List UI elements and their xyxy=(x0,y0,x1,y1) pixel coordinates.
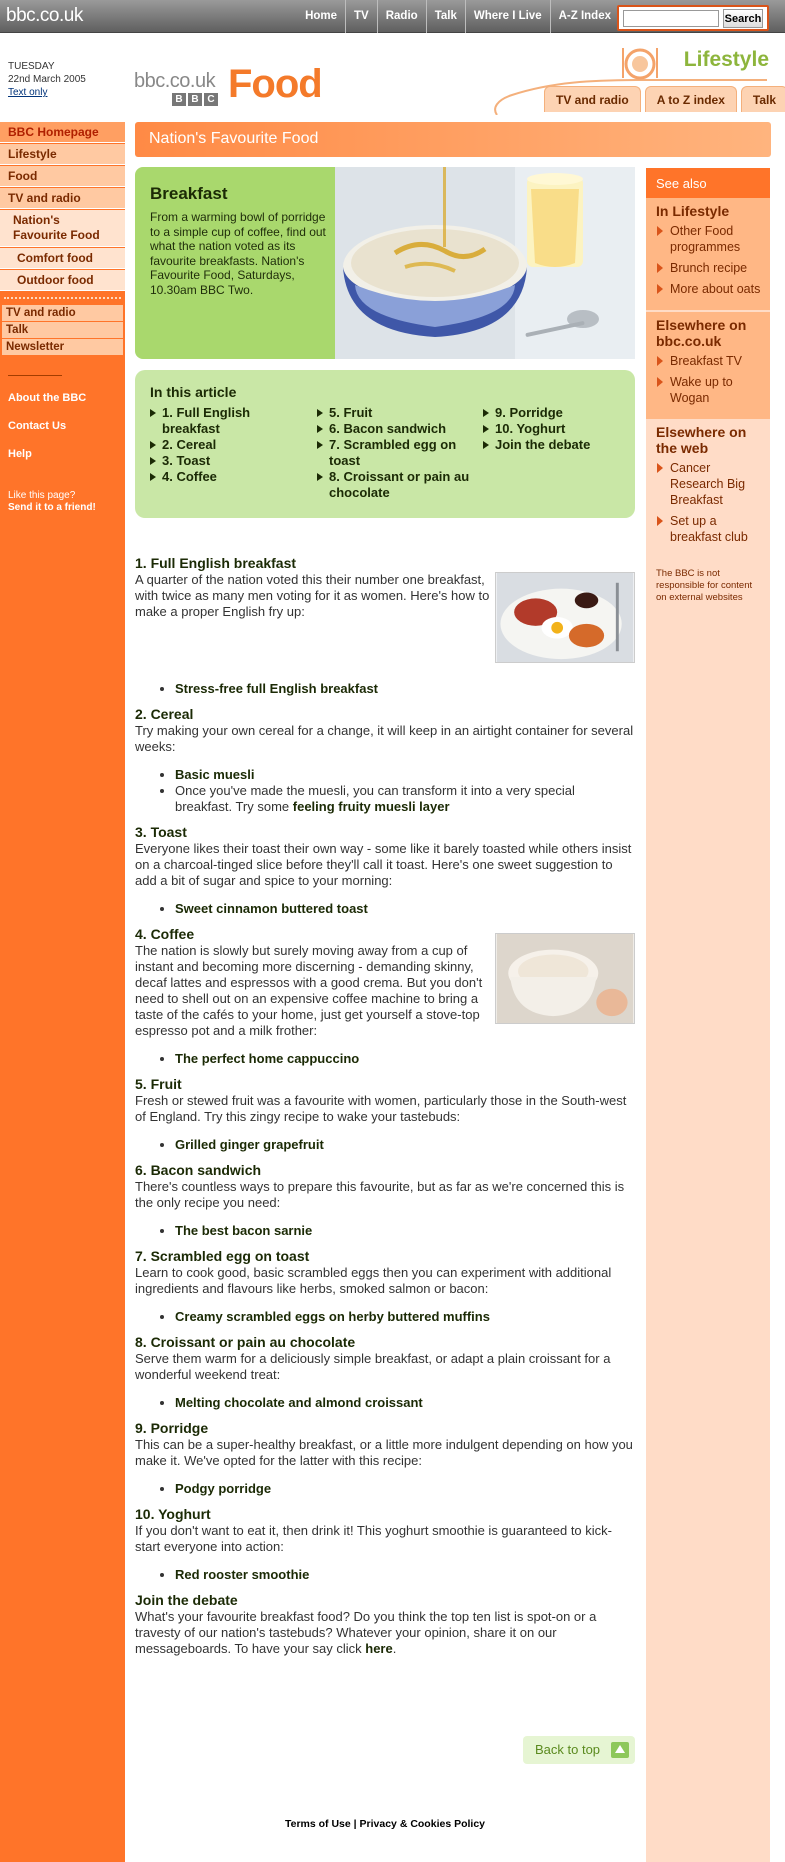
date-block xyxy=(8,60,86,99)
sidebar-item-tv-and-radio[interactable]: TV and radio xyxy=(0,188,125,209)
toc-link-label: 10. Yoghurt xyxy=(495,421,566,436)
link-brunch-recipe[interactable] xyxy=(656,260,762,276)
recipe-link[interactable]: Podgy porridge xyxy=(175,1481,272,1496)
in-this-article-box xyxy=(135,370,635,518)
toc-link-porridge[interactable] xyxy=(483,405,623,421)
section-text: Everyone likes their toast their own way - some like it barely toasted while others insist on a charcoal-tinged slice before they'll call it toast. Here's one sweet suggestion to add a bit of sugar and spice to your morning: xyxy=(135,841,632,888)
list-item[interactable] xyxy=(175,1309,635,1325)
section-scrambled-egg xyxy=(135,1248,635,1325)
recipe-link[interactable]: feeling fruity muesli layer xyxy=(292,799,450,814)
bbc-box-c: C xyxy=(204,93,218,106)
nav-a-z-index[interactable]: A-Z Index xyxy=(550,0,619,33)
arrow-right-icon xyxy=(483,409,489,417)
link-other-food-programmes[interactable] xyxy=(656,223,762,255)
bbc-food-logo[interactable] xyxy=(134,62,334,111)
toc-column-2 xyxy=(317,405,477,501)
toc-link-bacon-sandwich[interactable] xyxy=(317,421,477,437)
arrow-right-icon xyxy=(657,226,663,236)
toc-link-label: 6. Bacon sandwich xyxy=(329,421,447,436)
global-nav xyxy=(297,0,619,33)
nav-home[interactable]: Home xyxy=(305,10,338,22)
link-label: More about oats xyxy=(670,282,761,296)
section-text: The nation is slowly but surely moving away from a cup of instant and becoming more discerning - demanding skinny, decaf lattes and espressos with a good crema. But you don't need to shell out on an expensive coffee machine to bring a taste of the cafés to your home, just get yourself a stove-top espresso pot and a milk frother: xyxy=(135,943,483,1038)
recipe-list xyxy=(175,1223,635,1239)
arrow-right-icon xyxy=(150,409,156,417)
recipe-link[interactable]: The perfect home cappuccino xyxy=(175,1051,360,1066)
toc-link-join-debate[interactable] xyxy=(483,437,623,453)
toc-link-full-english[interactable] xyxy=(150,405,310,437)
date-full: 22nd March 2005 xyxy=(8,74,86,85)
hero-title: Breakfast xyxy=(150,184,228,203)
section-text: This can be a super-healthy breakfast, or a little more indulgent depending on how you make it. We've opted for the latter with this recipe: xyxy=(135,1437,633,1468)
brand-small: bbc.co.uk xyxy=(134,70,216,92)
help-link[interactable]: Help xyxy=(8,448,32,460)
full-english-image xyxy=(495,572,635,663)
search-input[interactable] xyxy=(623,10,719,27)
section-full-english xyxy=(135,555,635,697)
toc-link-label: 3. Toast xyxy=(162,453,211,468)
nav-radio[interactable]: Radio xyxy=(377,0,426,33)
arrow-right-icon xyxy=(657,284,663,294)
arrow-right-icon xyxy=(657,356,663,366)
recipe-list xyxy=(175,901,635,917)
nav-talk[interactable]: Talk xyxy=(426,0,465,33)
text-only-link[interactable]: Text only xyxy=(8,87,48,98)
elsewhere-web-title: Elsewhere on the web xyxy=(656,424,747,456)
list-item[interactable] xyxy=(175,1137,635,1153)
sidebar-item-comfort-food[interactable]: Comfort food xyxy=(0,248,125,269)
muesli-tip-text: Once you've made the muesli, you can transform it into a very special breakfast. Try some xyxy=(175,783,575,814)
sentence-end: . xyxy=(392,1641,397,1656)
section-text-wrapper xyxy=(135,1609,635,1657)
terms-of-use-link[interactable]: Terms of Use xyxy=(284,1818,351,1830)
messageboard-link[interactable]: here xyxy=(365,1641,393,1656)
send-to-friend-link[interactable]: Send it to a friend! xyxy=(8,502,96,513)
section-title: 1. Full English breakfast xyxy=(135,555,297,571)
list-item[interactable] xyxy=(175,1051,635,1067)
toc-link-toast[interactable] xyxy=(150,453,310,469)
toc-link-yoghurt[interactable] xyxy=(483,421,623,437)
section-text: There's countless ways to prepare this favourite, but as far as we're concerned this is the only recipe you need: xyxy=(135,1179,625,1210)
list-item[interactable] xyxy=(175,901,635,917)
bbc-box-b2: B xyxy=(188,93,202,106)
section-title: 2. Cereal xyxy=(135,706,194,722)
recipe-link[interactable]: Stress-free full English breakfast xyxy=(175,681,379,696)
coffee-cup-image xyxy=(495,933,635,1024)
recipe-list xyxy=(175,1567,635,1583)
recipe-link[interactable]: Red rooster smoothie xyxy=(175,1567,310,1582)
list-item[interactable] xyxy=(175,1481,635,1497)
arrow-right-icon xyxy=(317,473,323,481)
sidebar-rule xyxy=(8,375,62,376)
section-text: Serve them warm for a deliciously simple breakfast, or adapt a plain croissant for a wonderful weekend treat: xyxy=(135,1351,611,1382)
section-coffee xyxy=(135,926,635,1067)
toc-link-label: 8. Croissant or pain au chocolate xyxy=(329,469,470,500)
brand-food: Food xyxy=(228,62,322,106)
section-text: A quarter of the nation voted this their number one breakfast, with twice as many men voting for it as women. Here's how to make a proper English fry up: xyxy=(135,572,490,619)
toc-link-cereal[interactable] xyxy=(150,437,310,453)
plate-cutlery-icon xyxy=(620,44,660,84)
link-breakfast-tv[interactable] xyxy=(656,353,762,369)
arrow-right-icon xyxy=(657,516,663,526)
section-yoghurt xyxy=(135,1506,635,1583)
sidebar-item-outdoor-food[interactable]: Outdoor food xyxy=(0,270,125,291)
toc-title: In this article xyxy=(150,384,237,400)
link-label: Wake up to Wogan xyxy=(670,375,733,405)
recipe-list xyxy=(175,681,635,697)
recipe-list xyxy=(175,1051,635,1067)
recipe-link[interactable]: Creamy scrambled eggs on herby buttered muffins xyxy=(175,1309,490,1324)
toc-link-fruit[interactable] xyxy=(317,405,477,421)
elsewhere-bbc-title: Elsewhere on bbc.co.uk xyxy=(656,317,747,349)
sidebar-item-newsletter[interactable]: Newsletter xyxy=(2,339,123,355)
section-bacon-sandwich xyxy=(135,1162,635,1239)
section-title: 10. Yoghurt xyxy=(135,1506,211,1522)
tab-a-to-z-index[interactable]: A to Z index xyxy=(645,86,737,112)
list-item[interactable] xyxy=(175,1223,635,1239)
top-bar xyxy=(0,0,785,33)
link-cancer-research[interactable] xyxy=(656,460,762,508)
sidebar-item-bbc-homepage[interactable]: BBC Homepage xyxy=(0,122,125,143)
section-title: Join the debate xyxy=(135,1592,238,1608)
recipe-list xyxy=(175,1137,635,1153)
sidebar-item-food[interactable]: Food xyxy=(0,166,125,187)
back-to-top-button[interactable] xyxy=(523,1736,635,1764)
recipe-link[interactable]: Basic muesli xyxy=(175,767,255,782)
list-item[interactable] xyxy=(175,681,635,697)
recipe-list xyxy=(175,1481,635,1497)
sidebar-item-nations-favourite-food[interactable]: Nation's Favourite Food xyxy=(0,210,125,247)
recipe-link[interactable]: Sweet cinnamon buttered toast xyxy=(175,901,368,916)
page-title: Nation's Favourite Food xyxy=(135,122,771,157)
sidebar-item-tv-and-radio-2[interactable]: TV and radio xyxy=(2,305,123,321)
link-breakfast-club[interactable] xyxy=(656,513,762,545)
arrow-right-icon xyxy=(150,441,156,449)
section-title: 8. Croissant or pain au chocolate xyxy=(135,1334,356,1350)
section-text: Fresh or stewed fruit was a favourite with women, particularly those in the South-west of England. Try this zingy recipe to wake your tastebuds: xyxy=(135,1093,627,1124)
in-lifestyle-title: In Lifestyle xyxy=(656,203,730,219)
lifestyle-tabs xyxy=(544,86,785,112)
arrow-right-icon xyxy=(317,409,323,417)
search-button[interactable]: Search xyxy=(723,9,763,28)
link-label: Breakfast TV xyxy=(670,354,743,368)
arrow-right-icon xyxy=(657,263,663,273)
section-title: 3. Toast xyxy=(135,824,187,840)
arrow-right-icon xyxy=(150,473,156,481)
arrow-right-icon xyxy=(483,441,489,449)
article-body xyxy=(135,555,635,1657)
recipe-list xyxy=(175,1395,635,1411)
toc-link-label: 4. Coffee xyxy=(162,469,217,484)
footer xyxy=(135,1818,635,1830)
section-cereal xyxy=(135,706,635,815)
section-title: 4. Coffee xyxy=(135,926,195,942)
sidebar-divider xyxy=(4,297,121,299)
arrow-right-icon xyxy=(317,441,323,449)
elsewhere-bbc-section xyxy=(646,310,770,419)
bbc-boxes xyxy=(172,93,218,106)
toc-link-croissant[interactable] xyxy=(317,469,477,501)
privacy-link[interactable]: Privacy & Cookies Policy xyxy=(359,1818,486,1830)
arrow-right-icon xyxy=(657,463,663,473)
arrow-up-icon xyxy=(611,1742,629,1758)
tab-talk[interactable]: Talk xyxy=(741,86,785,112)
section-fruit xyxy=(135,1076,635,1153)
recipe-link[interactable]: Melting chocolate and almond croissant xyxy=(175,1395,423,1410)
link-wake-up-to-wogan[interactable] xyxy=(656,374,762,406)
section-title: 9. Porridge xyxy=(135,1420,209,1436)
section-text: What's your favourite breakfast food? Do you think the top ten list is spot-on or a travesty of our nation's tastebuds? Whatever your opinion, share it on our messageboards. To have your say click xyxy=(135,1609,597,1656)
like-this-page: Like this page? xyxy=(8,490,76,501)
link-label: Set up a breakfast club xyxy=(670,514,748,544)
section-text: Try making your own cereal for a change, it will keep in an airtight container for several weeks: xyxy=(135,723,634,754)
contact-us-link[interactable]: Contact Us xyxy=(8,420,67,432)
arrow-right-icon xyxy=(317,425,323,433)
right-sidebar xyxy=(646,168,770,1862)
list-item[interactable] xyxy=(175,1395,635,1411)
toc-link-label: 5. Fruit xyxy=(329,405,373,420)
send-to-friend[interactable] xyxy=(0,490,125,514)
section-join-debate xyxy=(135,1592,635,1657)
list-item[interactable] xyxy=(175,767,635,783)
in-lifestyle-section xyxy=(646,198,770,310)
toc-column-3 xyxy=(483,405,623,453)
link-label: Brunch recipe xyxy=(670,261,748,275)
recipe-list xyxy=(175,767,635,815)
toc-link-scrambled-egg[interactable] xyxy=(317,437,477,469)
section-title: 5. Fruit xyxy=(135,1076,182,1092)
bbc-box-b1: B xyxy=(172,93,186,106)
about-the-bbc-link[interactable]: About the BBC xyxy=(8,392,87,404)
link-label: Cancer Research Big Breakfast xyxy=(670,461,746,507)
sidebar-item-talk[interactable]: Talk xyxy=(2,322,123,338)
section-title: 7. Scrambled egg on toast xyxy=(135,1248,310,1264)
lifestyle-title[interactable]: Lifestyle xyxy=(683,48,769,71)
left-sidebar xyxy=(0,122,125,1862)
link-more-about-oats[interactable] xyxy=(656,281,762,297)
list-item xyxy=(175,783,635,815)
section-title: 6. Bacon sandwich xyxy=(135,1162,262,1178)
arrow-right-icon xyxy=(150,457,156,465)
hero-panel xyxy=(135,167,635,359)
nav-where-i-live[interactable]: Where I Live xyxy=(465,0,550,33)
section-toast xyxy=(135,824,635,917)
see-also-header: See also xyxy=(646,168,770,198)
nav-tv[interactable]: TV xyxy=(345,0,377,33)
back-to-top-label: Back to top xyxy=(535,1742,601,1757)
footer-separator: | xyxy=(353,1818,357,1830)
external-disclaimer: The BBC is not responsible for content on external websites xyxy=(656,568,753,603)
toc-link-label: 7. Scrambled egg on toast xyxy=(329,437,457,468)
toc-link-label: 1. Full English breakfast xyxy=(162,405,251,436)
arrow-right-icon xyxy=(657,377,663,387)
section-text: Learn to cook good, basic scrambled eggs then you can experiment with additional ingredients and flavours like herbs, smoked salmon or bacon: xyxy=(135,1265,612,1296)
sidebar-item-lifestyle[interactable]: Lifestyle xyxy=(0,144,125,165)
porridge-bowl-image xyxy=(335,167,635,359)
section-croissant xyxy=(135,1334,635,1411)
bbc-logo[interactable]: bbc.co.uk xyxy=(6,5,83,26)
recipe-list xyxy=(175,1309,635,1325)
toc-link-label: Join the debate xyxy=(495,437,591,452)
recipe-link[interactable]: Grilled ginger grapefruit xyxy=(175,1137,324,1152)
tab-tv-and-radio[interactable]: TV and radio xyxy=(544,86,641,112)
elsewhere-web-section xyxy=(646,419,770,558)
toc-column-1 xyxy=(150,405,310,485)
hero-text: From a warming bowl of porridge to a simple cup of coffee, find out what the nation voted as its favourite breakfasts. Nation's Favourite Food, Saturdays, 10.30am BBC Two. xyxy=(150,210,326,297)
section-text: If you don't want to eat it, then drink it! This yoghurt smoothie is guaranteed to kick-start everyone into action: xyxy=(135,1523,612,1554)
toc-link-label: 9. Porridge xyxy=(495,405,563,420)
section-porridge xyxy=(135,1420,635,1497)
arrow-right-icon xyxy=(483,425,489,433)
list-item[interactable] xyxy=(175,1567,635,1583)
toc-link-coffee[interactable] xyxy=(150,469,310,485)
search-box xyxy=(617,5,769,31)
recipe-link[interactable]: The best bacon sarnie xyxy=(175,1223,313,1238)
link-label: Other Food programmes xyxy=(670,224,741,254)
toc-link-label: 2. Cereal xyxy=(162,437,217,452)
date-day: TUESDAY xyxy=(8,61,55,72)
